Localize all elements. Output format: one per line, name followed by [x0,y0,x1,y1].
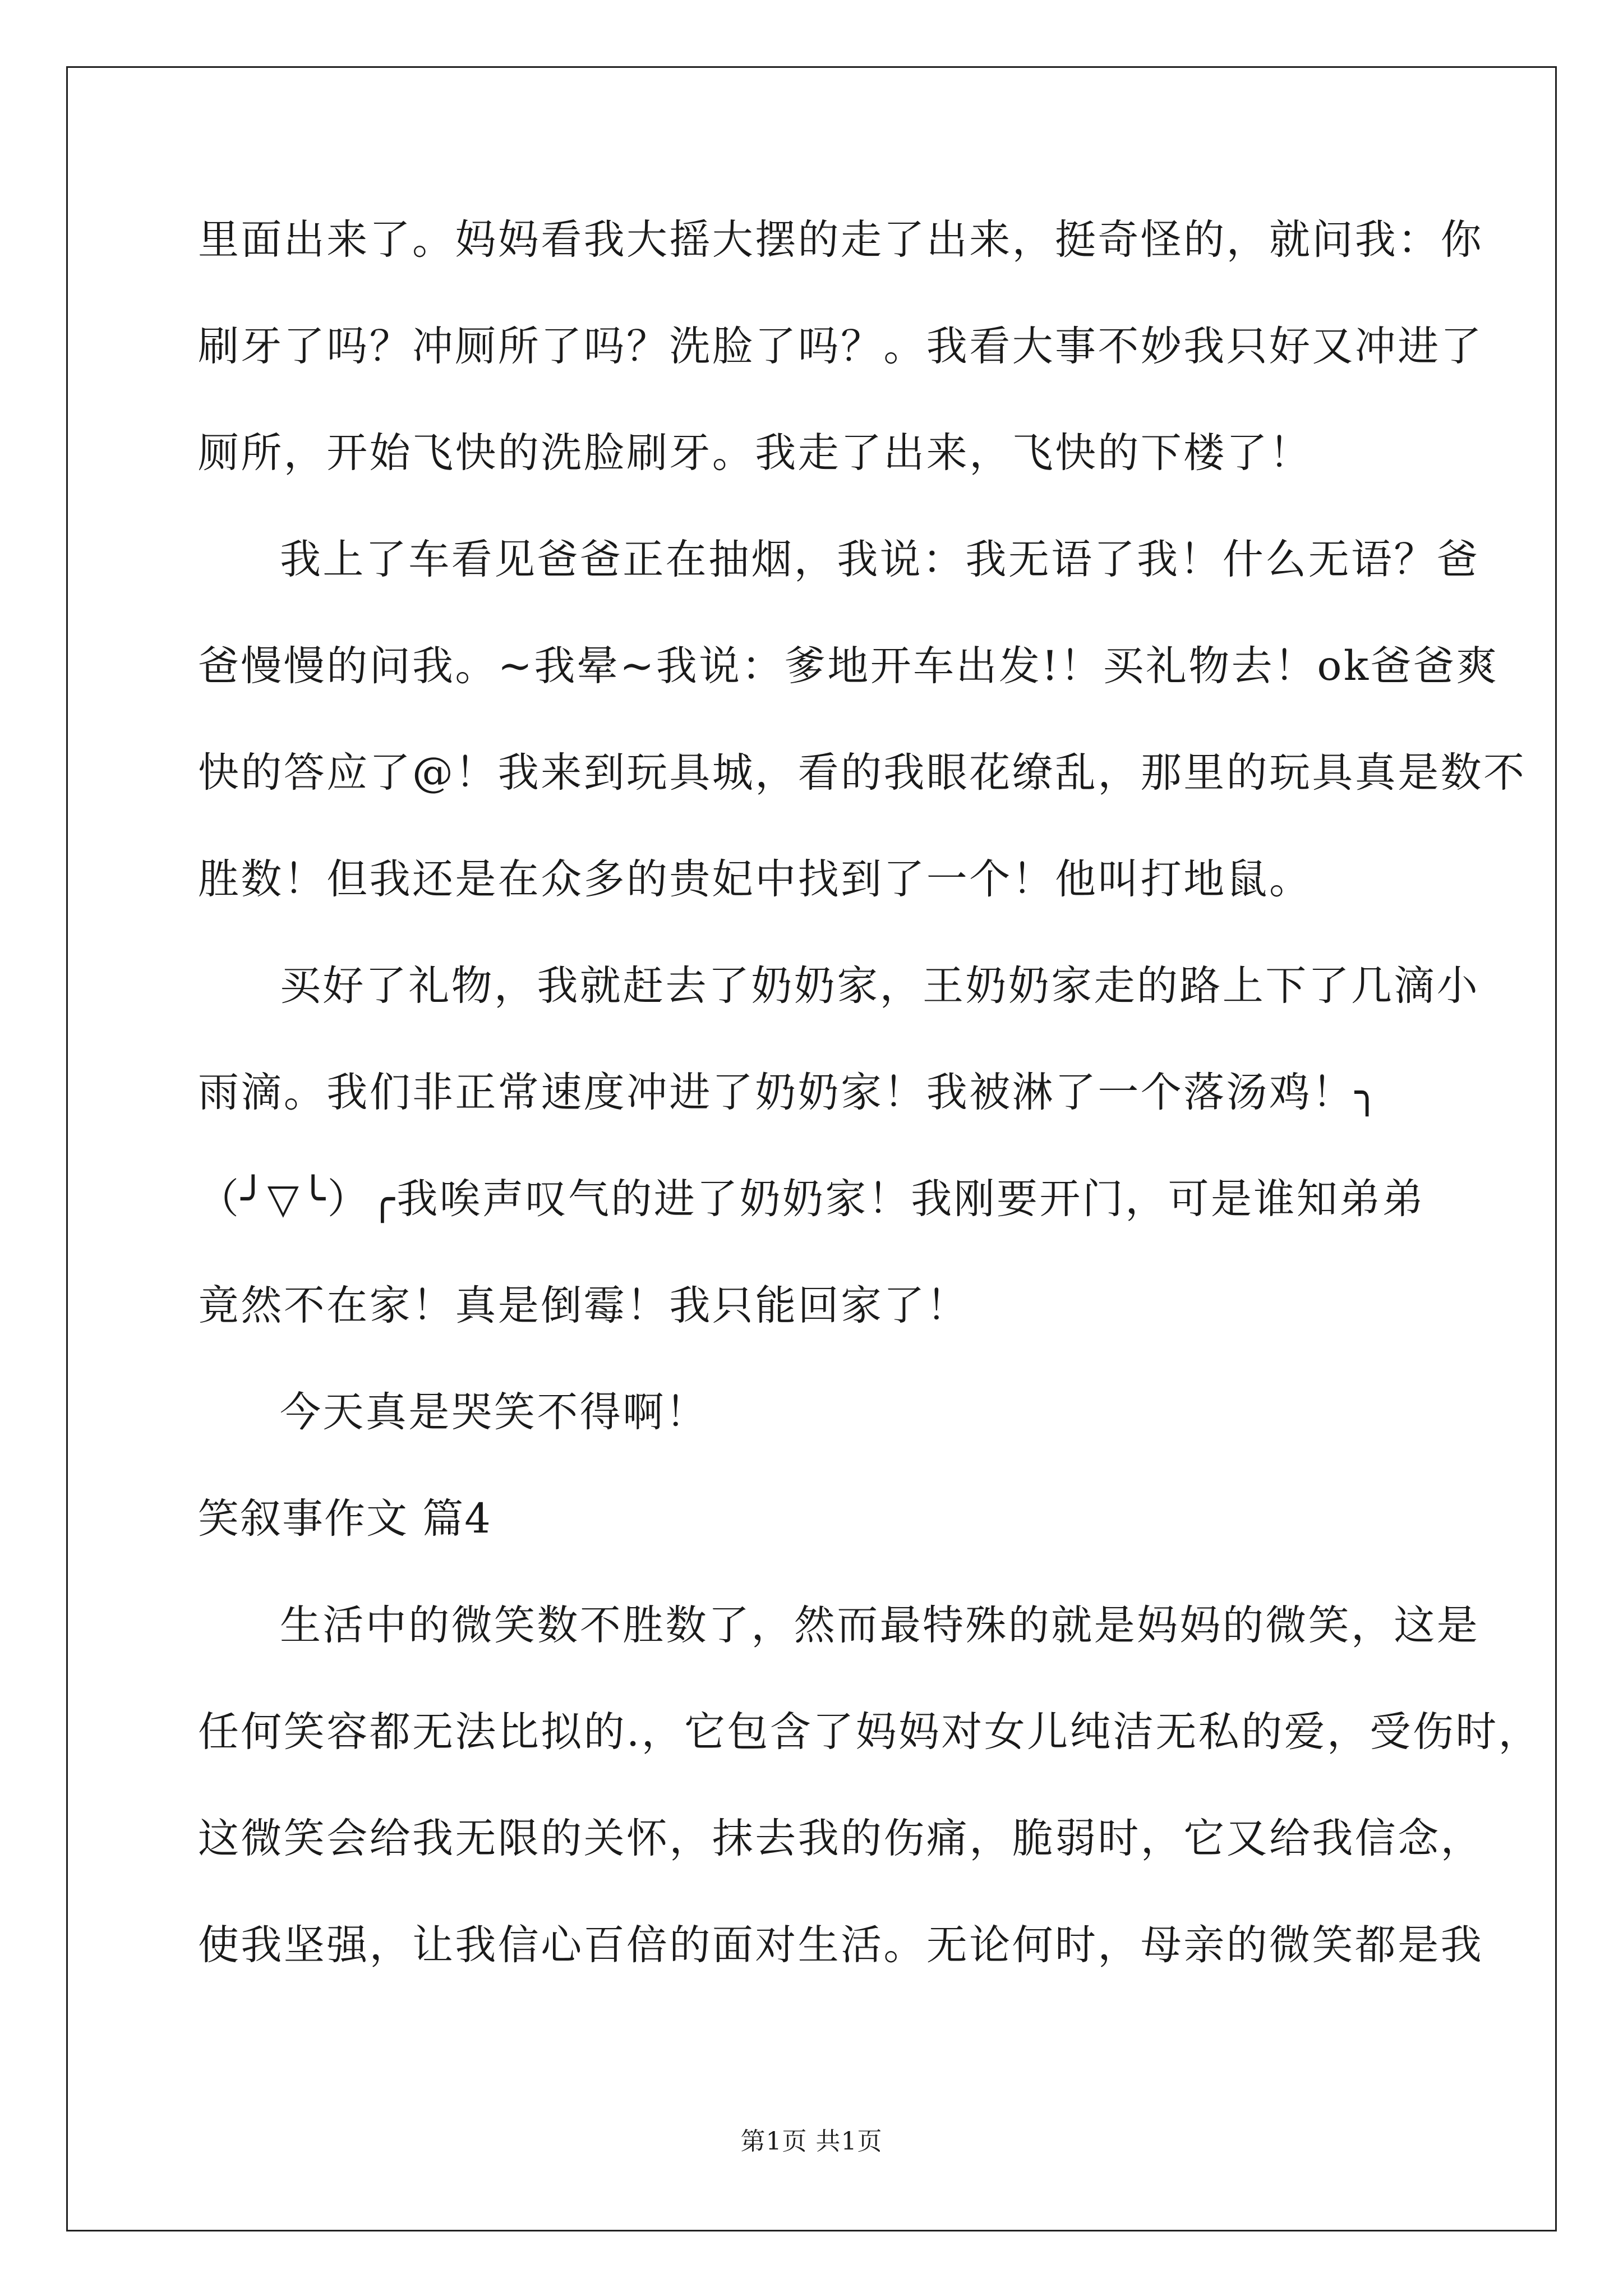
text-line: 刷牙了吗？冲厕所了吗？洗脸了吗？。我看大事不妙我只好又冲进了 [198,323,1483,370]
text-line: 爸慢慢的问我。~我晕~我说：爹地开车出发!！买礼物去！ok爸爸爽 [198,642,1499,690]
text-line: 厕所，开始飞快的洗脸刷牙。我走了出来，飞快的下楼了！ [198,429,1312,477]
text-line: 竟然不在家！真是倒霉！我只能回家了！ [198,1282,970,1329]
paragraph-start-line: 买好了礼物，我就赶去了奶奶家，王奶奶家走的路上下了几滴小 [280,962,1480,1010]
paragraph-start-line: 生活中的微笑数不胜数了，然而最特殊的就是妈妈的微笑，这是 [280,1602,1480,1649]
page-footer: 第1页 共1页 [740,2127,883,2156]
paragraph-start-line: 今天真是哭笑不得啊！ [280,1388,708,1436]
page-border [66,66,1557,2231]
text-line: 任何笑容都无法比拟的.，它包含了妈妈对女儿纯洁无私的爱，受伤时， [198,1708,1542,1756]
text-line: 使我坚强，让我信心百倍的面对生活。无论何时，母亲的微笑都是我 [198,1921,1483,1969]
text-line: （╯▽╰）╭我唉声叹气的进了奶奶家！我刚要开门，可是谁知弟弟 [198,1175,1425,1223]
text-line: 雨滴。我们非正常速度冲进了奶奶家！我被淋了一个落汤鸡！╮ [198,1069,1382,1116]
section-heading: 笑叙事作文 篇4 [198,1495,492,1543]
text-line: 这微笑会给我无限的关怀，抹去我的伤痛，脆弱时，它又给我信念， [198,1815,1483,1862]
paragraph-start-line: 我上了车看见爸爸正在抽烟，我说：我无语了我！什么无语？爸 [280,536,1480,583]
text-line: 里面出来了。妈妈看我大摇大摆的走了出来，挺奇怪的，就问我：你 [198,216,1483,264]
text-line: 快的答应了@！我来到玩具城，看的我眼花缭乱，那里的玩具真是数不 [198,749,1527,797]
text-line: 胜数！但我还是在众多的贵妃中找到了一个！他叫打地鼠。 [198,855,1312,903]
